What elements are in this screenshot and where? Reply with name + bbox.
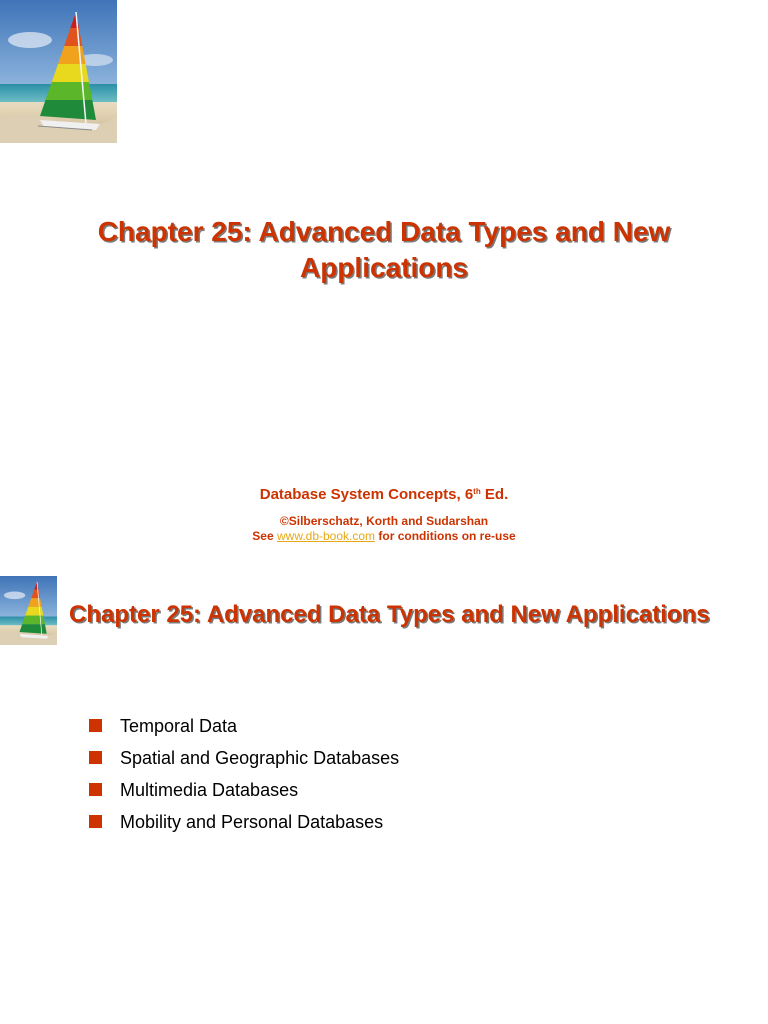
- slide-title: Chapter 25: Advanced Data Types and New Applications: [97, 216, 671, 283]
- square-bullet-icon: [89, 719, 102, 732]
- square-bullet-icon: [89, 751, 102, 764]
- list-item-label: Mobility and Personal Databases: [120, 812, 384, 832]
- conditions-suffix: for conditions on re-use: [375, 529, 516, 543]
- conditions-prefix: See: [252, 529, 277, 543]
- list-item-label: Temporal Data: [120, 716, 238, 736]
- outline-slide: [0, 576, 768, 1024]
- edition-period: .: [504, 486, 509, 503]
- copyright-notice: ©Silberschatz, Korth and Sudarshan: [279, 514, 489, 528]
- list-item: [89, 777, 399, 809]
- list-item: [89, 713, 399, 745]
- square-bullet-icon: [89, 783, 102, 796]
- edition-word: Ed: [484, 486, 505, 503]
- book-edition: [0, 486, 768, 504]
- book-title: Database System Concepts, 6: [259, 486, 474, 503]
- db-book-link[interactable]: www.db-book.com: [276, 529, 376, 543]
- reuse-conditions: [0, 529, 768, 544]
- list-item: [89, 809, 399, 841]
- list-item-label: Multimedia Databases: [120, 780, 299, 800]
- edition-suffix: th: [473, 487, 481, 496]
- sailboat-logo-icon: [0, 0, 117, 143]
- sailboat-logo-icon: [0, 576, 57, 645]
- list-item-label: Spatial and Geographic Databases: [120, 748, 400, 768]
- topic-list: [89, 713, 399, 841]
- list-item: [89, 745, 399, 777]
- slide-title: Chapter 25: Advanced Data Types and New Applications: [69, 601, 710, 628]
- square-bullet-icon: [89, 815, 102, 828]
